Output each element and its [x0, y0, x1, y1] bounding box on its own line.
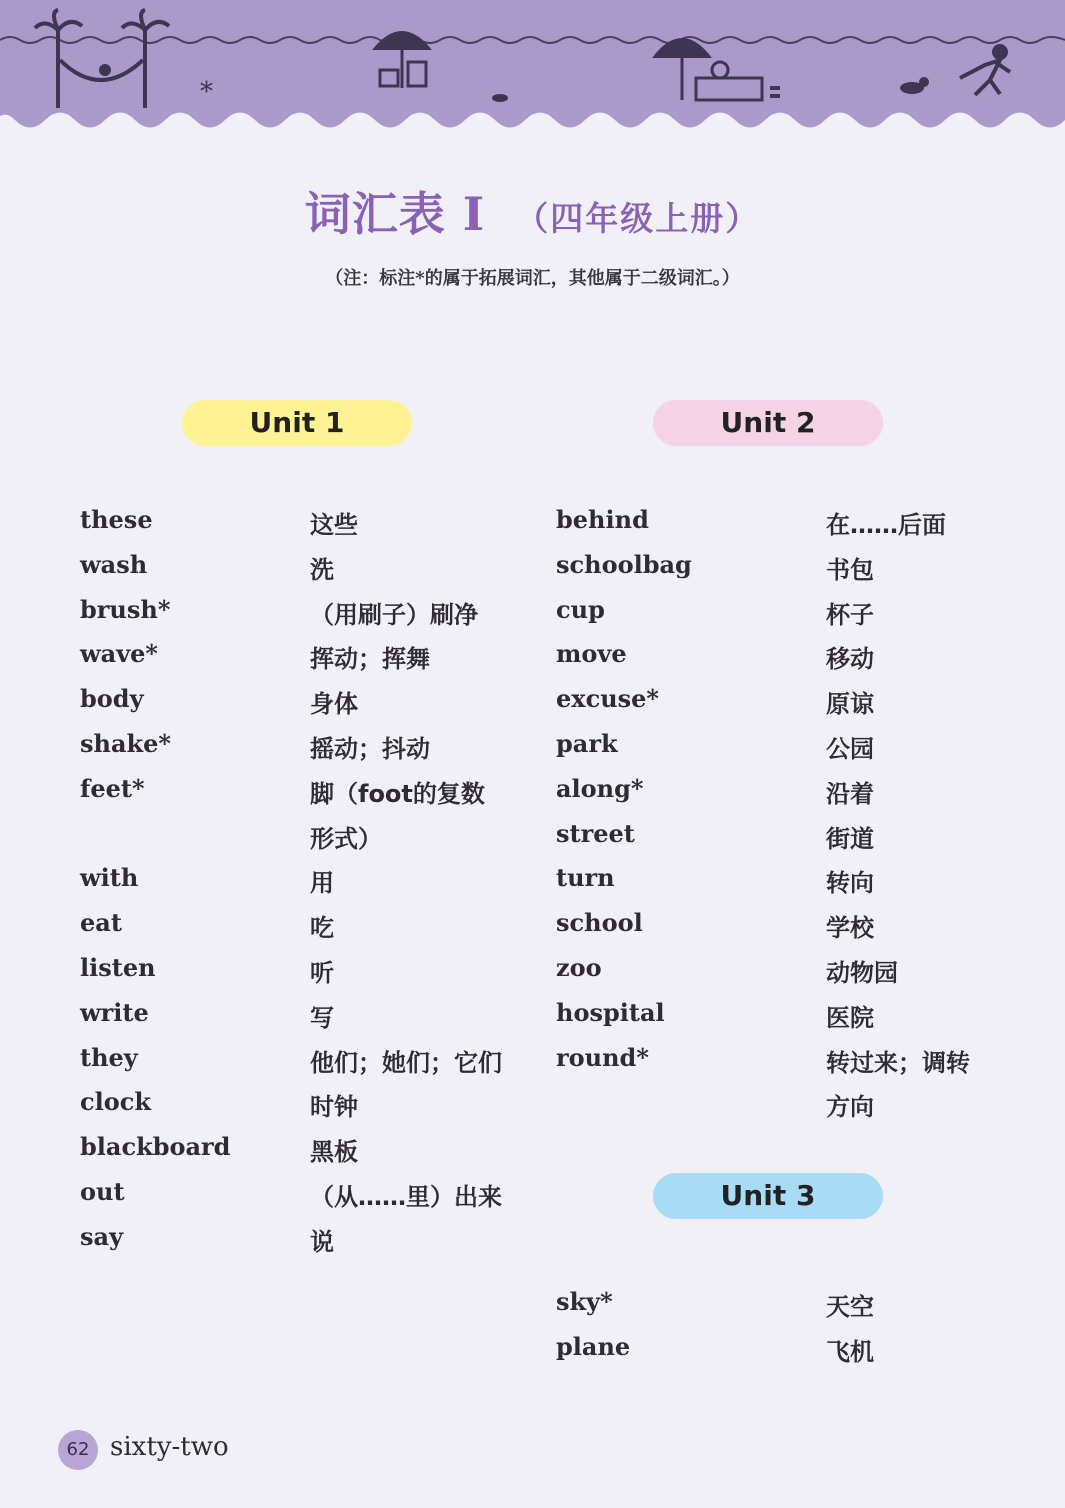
word-chinese: 用	[310, 869, 334, 897]
word-english: brush*	[80, 595, 171, 624]
word-chinese: 转向	[826, 869, 874, 897]
word-english: blackboard	[80, 1132, 231, 1161]
word-chinese: 他们；她们；它们	[310, 1049, 502, 1077]
word-english: these	[80, 505, 153, 534]
word-chinese: 说	[310, 1228, 334, 1256]
word-english: zoo	[556, 953, 602, 982]
word-chinese: 街道	[826, 825, 874, 853]
word-chinese: 转过来；调转	[826, 1049, 970, 1077]
word-english: write	[80, 998, 149, 1027]
word-english: round*	[556, 1043, 649, 1072]
word-english: excuse*	[556, 684, 659, 713]
word-chinese: 原谅	[826, 690, 874, 718]
svg-text:*: *	[200, 77, 213, 107]
word-english: they	[80, 1043, 138, 1072]
word-chinese: 写	[310, 1004, 334, 1032]
word-english: out	[80, 1177, 125, 1206]
word-chinese: 公园	[826, 735, 874, 763]
word-english: along*	[556, 774, 644, 803]
word-english: cup	[556, 595, 605, 624]
note-text: （注：标注*的属于拓展词汇，其他属于二级词汇。）	[325, 268, 740, 289]
word-chinese: 挥动；挥舞	[310, 645, 430, 673]
word-english: sky*	[556, 1287, 613, 1316]
word-chinese: 沿着	[826, 780, 874, 808]
word-chinese: 天空	[826, 1293, 874, 1321]
word-chinese: 形式）	[310, 825, 382, 853]
word-english: hospital	[556, 998, 665, 1027]
title-subtitle: （四年级上册）	[515, 199, 761, 238]
word-english: eat	[80, 908, 122, 937]
word-english: shake*	[80, 729, 171, 758]
word-chinese: （从……里）出来	[310, 1183, 502, 1211]
word-chinese: 摇动；抖动	[310, 735, 430, 763]
word-chinese: 学校	[826, 914, 874, 942]
word-chinese: 听	[310, 959, 334, 987]
title-main: 词汇表 I	[304, 187, 486, 241]
word-english: schoolbag	[556, 550, 692, 579]
word-chinese: 黑板	[310, 1138, 358, 1166]
word-english: behind	[556, 505, 649, 534]
word-chinese: 书包	[826, 556, 874, 584]
word-chinese: 洗	[310, 556, 334, 584]
word-chinese: 动物园	[826, 959, 898, 987]
word-english: listen	[80, 953, 156, 982]
word-english: feet*	[80, 774, 145, 803]
word-english: school	[556, 908, 643, 937]
word-english: wash	[80, 550, 148, 579]
unit2-heading: Unit 2	[653, 400, 883, 446]
word-english: clock	[80, 1087, 151, 1116]
unit3-heading: Unit 3	[653, 1173, 883, 1219]
word-english: say	[80, 1222, 124, 1251]
word-chinese: 时钟	[310, 1093, 358, 1121]
word-chinese: 吃	[310, 914, 334, 942]
word-chinese: 杯子	[826, 601, 874, 629]
word-chinese: 这些	[310, 511, 358, 539]
word-english: wave*	[80, 639, 158, 668]
page-number-badge: 62	[58, 1430, 98, 1470]
word-english: body	[80, 684, 144, 713]
word-chinese: 飞机	[826, 1338, 874, 1366]
word-english: street	[556, 819, 635, 848]
header-banner	[0, 0, 1065, 140]
page-title	[0, 178, 1065, 244]
word-english: move	[556, 639, 627, 668]
word-english: plane	[556, 1332, 631, 1361]
word-english: park	[556, 729, 618, 758]
word-chinese: （用刷子）刷净	[310, 601, 478, 629]
word-chinese: 脚（foot的复数	[310, 780, 485, 808]
word-chinese: 方向	[826, 1093, 874, 1121]
word-english: with	[80, 863, 139, 892]
word-chinese: 身体	[310, 690, 358, 718]
word-chinese: 医院	[826, 1004, 874, 1032]
word-chinese: 在……后面	[826, 511, 946, 539]
unit1-heading: Unit 1	[182, 400, 412, 446]
page-number-word: sixty-two	[110, 1432, 229, 1462]
word-english: turn	[556, 863, 615, 892]
word-chinese: 移动	[826, 645, 874, 673]
